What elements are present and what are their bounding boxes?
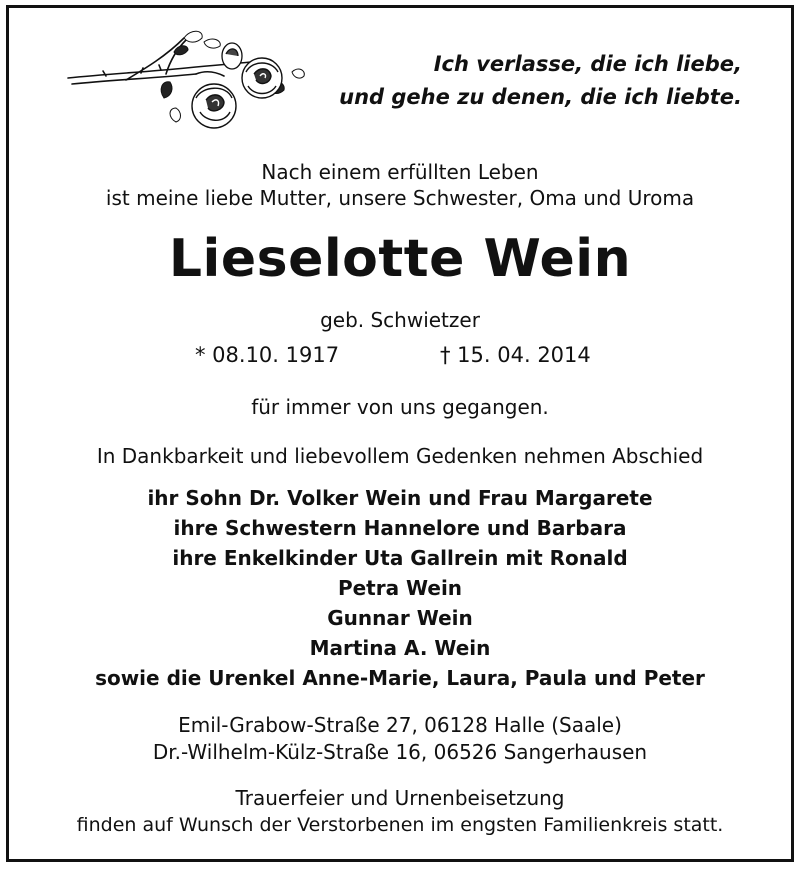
birth-name: geb. Schwietzer: [320, 308, 480, 332]
mourner-line: ihre Enkelkinder Uta Gallrein mit Ronald: [172, 546, 628, 570]
address-line: Dr.-Wilhelm-Külz-Straße 16, 06526 Sangerhausen: [152, 740, 648, 764]
motto-quote: [339, 48, 742, 114]
mourner-line: Martina A. Wein: [309, 636, 491, 660]
intro-line-1: Nach einem erfüllten Leben: [261, 160, 539, 184]
mourner-line: ihr Sohn Dr. Volker Wein und Frau Margarete: [147, 486, 653, 510]
motto-line-1: Ich verlasse, die ich liebe,: [433, 52, 742, 76]
closing-line-2: finden auf Wunsch der Verstorbenen im engsten Familienkreis statt.: [76, 814, 724, 836]
deceased-name: Lieselotte Wein: [168, 229, 632, 289]
mourner-line: sowie die Urenkel Anne-Marie, Laura, Paula und Peter: [95, 666, 705, 690]
birth-date: * 08.10. 1917: [195, 343, 340, 367]
motto-line-2: und gehe zu denen, die ich liebte.: [339, 85, 742, 109]
farewell-intro: In Dankbarkeit und liebevollem Gedenken nehmen Abschied: [96, 444, 704, 468]
intro-line-2: ist meine liebe Mutter, unsere Schwester, Oma und Uroma: [105, 186, 695, 210]
mourner-line: Gunnar Wein: [327, 606, 473, 630]
mourner-line: Petra Wein: [337, 576, 463, 600]
address-line: Emil-Grabow-Straße 27, 06128 Halle (Saale): [178, 713, 622, 737]
passed-away-text: für immer von uns gegangen.: [251, 395, 549, 419]
mourner-line: ihre Schwestern Hannelore und Barbara: [173, 516, 627, 540]
closing-line-1: Trauerfeier und Urnenbeisetzung: [235, 786, 565, 810]
death-date: † 15. 04. 2014: [440, 343, 591, 367]
roses-illustration: [66, 28, 306, 136]
